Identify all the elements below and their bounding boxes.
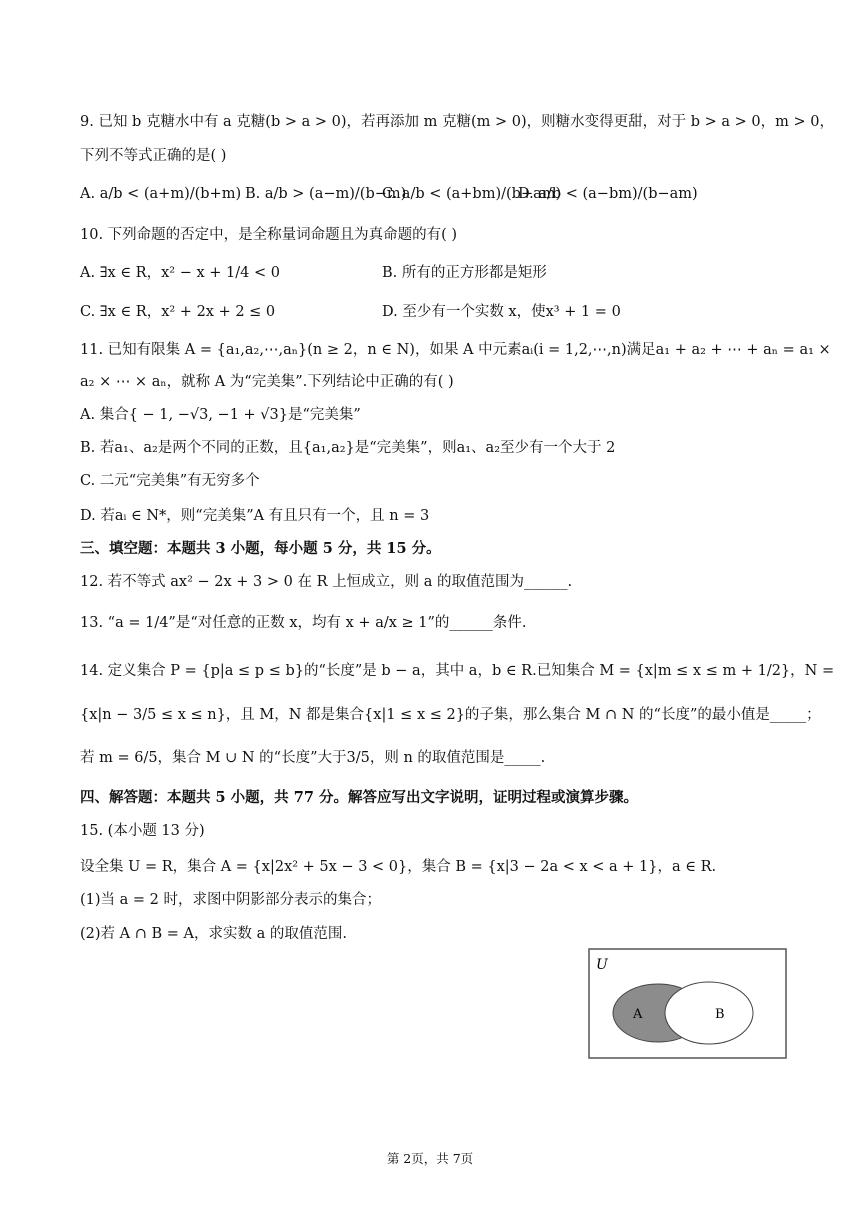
q11-line1: 11. 已知有限集 A = {a₁,a₂,⋯,aₙ}(n ≥ 2，n ∈ N)，如果 A 中元素aᵢ(i = 1,2,⋯,n)满足a₁ + a₂ + ⋯ + aₙ = a₁ × <box>80 342 831 358</box>
q9-option-b: B. a/b > (a−m)/(b−m) <box>245 186 407 202</box>
q14-line2: {x|n − 3/5 ≤ x ≤ n}，且 M，N 都是集合{x|1 ≤ x ≤ 2}的子集，那么集合 M ∩ N 的“长度”的最小值是_____； <box>80 707 821 723</box>
q15-part-2: (2)若 A ∩ B = A，求实数 a 的取值范围. <box>80 926 347 942</box>
q9-option-c: C. a/b < (a+bm)/(b+am) <box>382 186 562 202</box>
venn-set-b <box>665 982 753 1044</box>
q14-line3: 若 m = 6/5，集合 M ∪ N 的“长度”大于3/5，则 n 的取值范围是_____. <box>80 750 546 766</box>
q11-option-d: D. 若aᵢ ∈ N*，则“完美集”A 有且只有一个，且 n = 3 <box>80 508 430 524</box>
q9-line1: 9. 已知 b 克糖水中有 a 克糖(b > a > 0)，若再添加 m 克糖(m > 0)，则糖水变得更甜，对于 b > a > 0，m > 0， <box>80 114 834 130</box>
q12: 12. 若不等式 ax² − 2x + 3 > 0 在 R 上恒成立，则 a 的取值范围为______. <box>80 574 573 590</box>
q10-option-a: A. ∃x ∈ R，x² − x + 1/4 < 0 <box>80 265 280 281</box>
venn-diagram <box>588 948 788 1060</box>
venn-label-u: U <box>596 957 608 973</box>
q11-option-b: B. 若a₁、a₂是两个不同的正数，且{a₁,a₂}是“完美集”，则a₁、a₂至少有一个大于 2 <box>80 440 616 456</box>
venn-label-a: A <box>633 1007 643 1022</box>
q9-line2: 下列不等式正确的是( ) <box>80 148 227 164</box>
venn-label-b: B <box>715 1007 725 1022</box>
section-4-heading: 四、解答题：本题共 5 小题，共 77 分。解答应写出文字说明，证明过程或演算步骤。 <box>80 789 638 806</box>
section-3-heading: 三、填空题：本题共 3 小题，每小题 5 分，共 15 分。 <box>80 540 441 557</box>
q9-option-a: A. a/b < (a+m)/(b+m) <box>80 186 242 202</box>
q11-line2: a₂ × ⋯ × aₙ，就称 A 为“完美集”.下列结论中正确的有( ) <box>80 374 454 390</box>
q10-option-c: C. ∃x ∈ R，x² + 2x + 2 ≤ 0 <box>80 304 276 320</box>
q15-part-1: (1)当 a = 2 时，求图中阴影部分表示的集合； <box>80 892 381 908</box>
q11-option-c: C. 二元“完美集”有无穷多个 <box>80 473 260 489</box>
page-footer: 第 2页，共 7页 <box>386 1151 474 1166</box>
q14-line1: 14. 定义集合 P = {p|a ≤ p ≤ b}的“长度”是 b − a，其中 a，b ∈ R.已知集合 M = {x|m ≤ x ≤ m + 1/2}，N = <box>80 663 835 679</box>
q9-option-d: D. a/b < (a−bm)/(b−am) <box>518 186 698 202</box>
q11-option-a: A. 集合{ − 1, −√3, −1 + √3}是“完美集” <box>80 407 361 423</box>
q10-option-d: D. 至少有一个实数 x，使x³ + 1 = 0 <box>382 304 621 320</box>
q13: 13. “a = 1/4”是“对任意的正数 x，均有 x + a/x ≥ 1”的______条件. <box>80 615 527 631</box>
q15-stem: 设全集 U = R，集合 A = {x|2x² + 5x − 3 < 0}，集合 B = {x|3 − 2a < x < a + 1}，a ∈ R. <box>80 859 717 875</box>
q10-stem: 10. 下列命题的否定中，是全称量词命题且为真命题的有( ) <box>80 227 458 243</box>
q15-heading: 15. (本小题 13 分) <box>80 823 205 839</box>
q10-option-b: B. 所有的正方形都是矩形 <box>382 265 547 281</box>
